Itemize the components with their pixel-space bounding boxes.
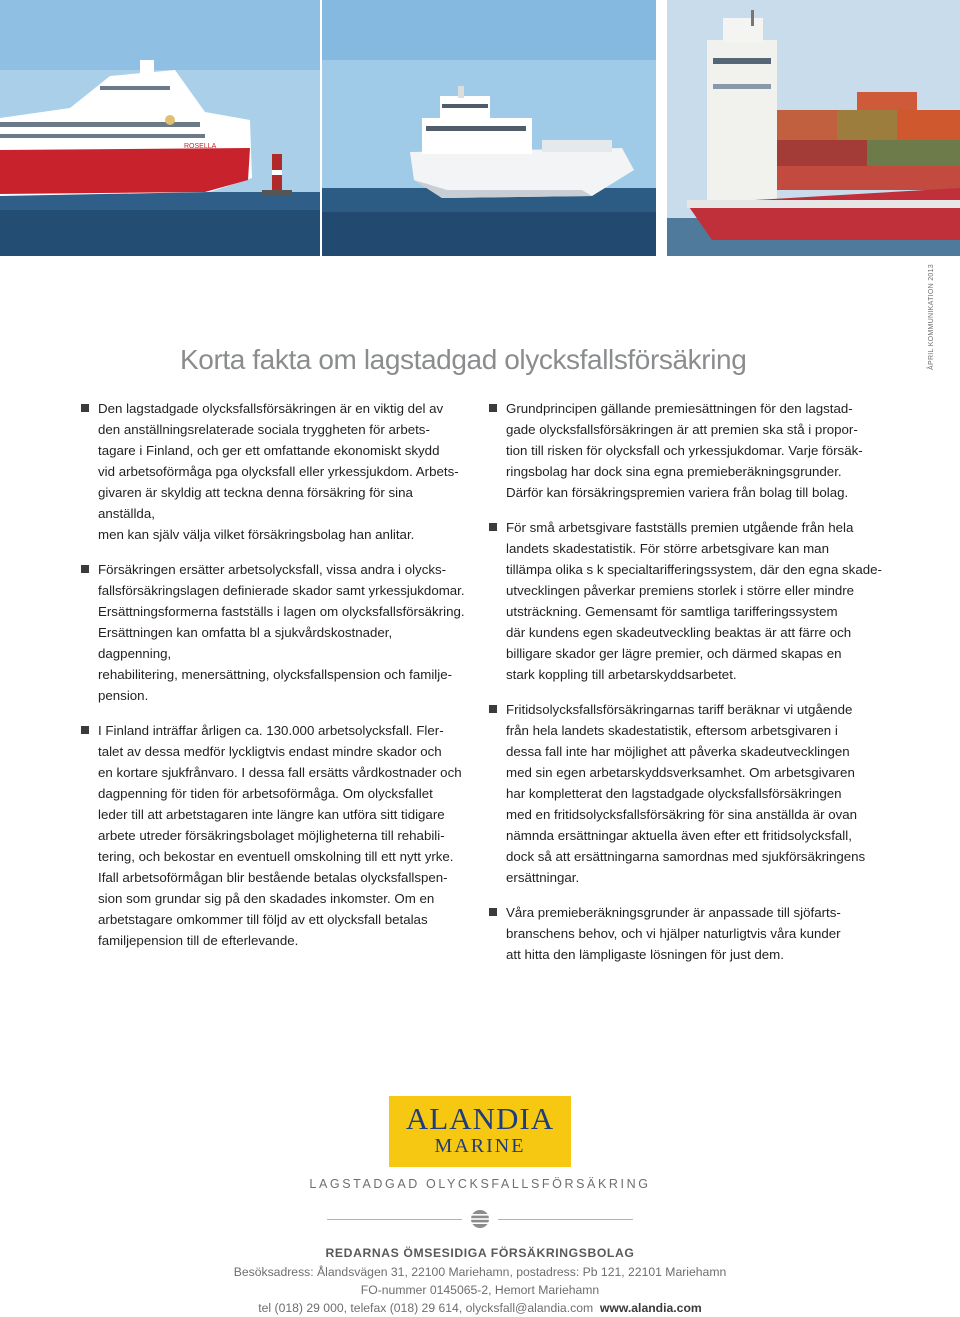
footer-address: Besöksadress: Ålandsvägen 31, 22100 Mariehamn, postadress: Pb 121, 22101 Mariehamn: [233, 1265, 727, 1279]
divider-right: [498, 1219, 633, 1220]
tagline: LAGSTADGAD OLYCKSFALLSFÖRSÄKRING: [309, 1177, 651, 1191]
paragraph-text: Våra premieberäkningsgrunder är anpassade till sjöfarts- branschens behov, och vi hjälper naturligtvis våra kunder att hitta den lämpligaste lösningen för just dem.: [506, 905, 841, 962]
paragraph-statistics: [81, 720, 469, 951]
bullet-icon: [489, 908, 497, 916]
logo-line-1: ALANDIA: [405, 1101, 555, 1136]
alandia-marine-logo: [389, 1096, 571, 1167]
bullet-icon: [81, 726, 89, 734]
paragraph-shipping: [489, 902, 885, 965]
paragraph-small-employers: [489, 517, 885, 685]
paragraph-leisure-insurance: [489, 699, 885, 888]
paragraph-text: I Finland inträffar årligen ca. 130.000 arbetsolycksfall. Fler- talet av dessa medför lyckligtvis endast mindre skador och en kortare sjukfrånvaro. I dessa fall ersätts vårdkostnader och dagpenning för tiden för arbetsoförmåga. Om olycksfallet leder till att arbetstagaren inte längre kan utföra sitt tidigare arbete utreder försäkringsbolaget möjligheterna till rehabili- tering, och bekostar en eventuell omskolning till ett nytt yrke. Ifall arbetsoförmågan blir bestående betalas olycksfallspen- sion som grundar sig på den skadades inkomster. Om en arbetstagare omkommer till följd av ett olycksfall betalas familjepension till de efterlevande.: [98, 723, 462, 948]
paragraph-text: Grundprincipen gällande premiesättningen för den lagstad- gade olycksfallsförsäkringen är att premien ska stå i propor- tion till risken för olycksfall och yrkessjukdomar. Varje försäk- ringsbolag har dock sina egna premieberäkningsgrunder. Därför kan försäkringspremien variera från bolag till bolag.: [506, 401, 863, 500]
paragraph-premium-principle: [489, 398, 885, 503]
bullet-icon: [489, 404, 497, 412]
header-photos: [0, 0, 960, 256]
footer-org-name: REDARNAS ÖMSESIDIGA FÖRSÄKRINGSBOLAG: [325, 1246, 635, 1260]
ferry-photo: [0, 0, 320, 256]
paragraph-intro: [81, 398, 469, 545]
bullet-icon: [81, 404, 89, 412]
logo-line-2: MARINE: [434, 1135, 526, 1157]
paragraph-text: För små arbetsgivare fastställs premien utgående från hela landets skadestatistik. För större arbetsgivare kan man tillämpa olika s k specialtarifferingssystem, där den egna skade- utvecklingen påverkar premiens storlek i större eller mindre utsträckning. Gemensamt för samtliga tarifferingssystem där kundens egen skadeutveckling beaktas är att färre och billigare skador ger lägre premier, och därmed skapas en stark koppling till arbetarskyddsarbetet.: [506, 520, 882, 682]
ship-name-text: ROSELLA: [184, 143, 217, 150]
white-ferry-photo: [322, 0, 656, 256]
page-title: Korta fakta om lagstadgad olycksfallsförsäkring: [180, 344, 747, 375]
paragraph-coverage: [81, 559, 469, 706]
footer-fo-number: FO-nummer 0145065-2, Hemort Mariehamn: [360, 1283, 600, 1297]
paragraph-text: Fritidsolycksfallsförsäkringarnas tariff beräknar vi utgående från hela landets skadestatistik, eftersom arbetsgivaren i dessa fall inte har möjlighet att påverka skadeutvecklingen med sin egen arbetarskyddsverksamhet. Om arbetsgivaren har kompletterat den lagstadgade olycksfallsförsäkringen med en fritidsolycksfallsförsäkring för sina anställda är ovan nämnda ersättningar aktuella även efter ett fritidsolycksfall, dock så att ersättningarna samordnas med sjukförsäkringens ersättningar.: [506, 702, 866, 885]
bullet-icon: [489, 523, 497, 531]
right-column: [489, 398, 885, 979]
left-column: [81, 398, 469, 965]
paragraph-text: Försäkringen ersätter arbetsolycksfall, vissa andra i olycks- fallsförsäkringslagen definierade skador samt yrkessjukdomar. Ersättningsformerna fastställs i lagen om olycksfallsförsäkring. Ersättningen kan omfatta bl a sjukvårdskostnader, dagpenning, rehabilitering, menersättning, olycksfallspension och familje- pension.: [98, 562, 465, 703]
paragraph-text: Den lagstadgade olycksfallsförsäkringen är en viktig del av den anställningsrelaterade sociala tryggheten för arbets- tagare i Finland, och ger ett omfattande ekonomiskt skydd vid arbetsoförmåga pga olycksfall eller yrkessjukdom. Arbets- givaren är skyldig att teckna denna försäkring för sina anställda, men kan själv välja vilket försäkringsbolag han anlitar.: [98, 401, 459, 542]
globe-icon: [470, 1209, 490, 1229]
side-label: ÅPRIL KOMMUNIKATION 2013: [928, 263, 935, 370]
footer: [0, 1244, 960, 1317]
bullet-icon: [489, 705, 497, 713]
container-ship-photo: [667, 0, 960, 256]
footer-contact-line: [0, 1299, 960, 1317]
divider-left: [327, 1219, 462, 1220]
footer-contact: tel (018) 29 000, telefax (018) 29 614, olycksfall@alandia.com: [258, 1301, 594, 1315]
website-link[interactable]: www.alandia.com: [599, 1301, 702, 1315]
bullet-icon: [81, 565, 89, 573]
